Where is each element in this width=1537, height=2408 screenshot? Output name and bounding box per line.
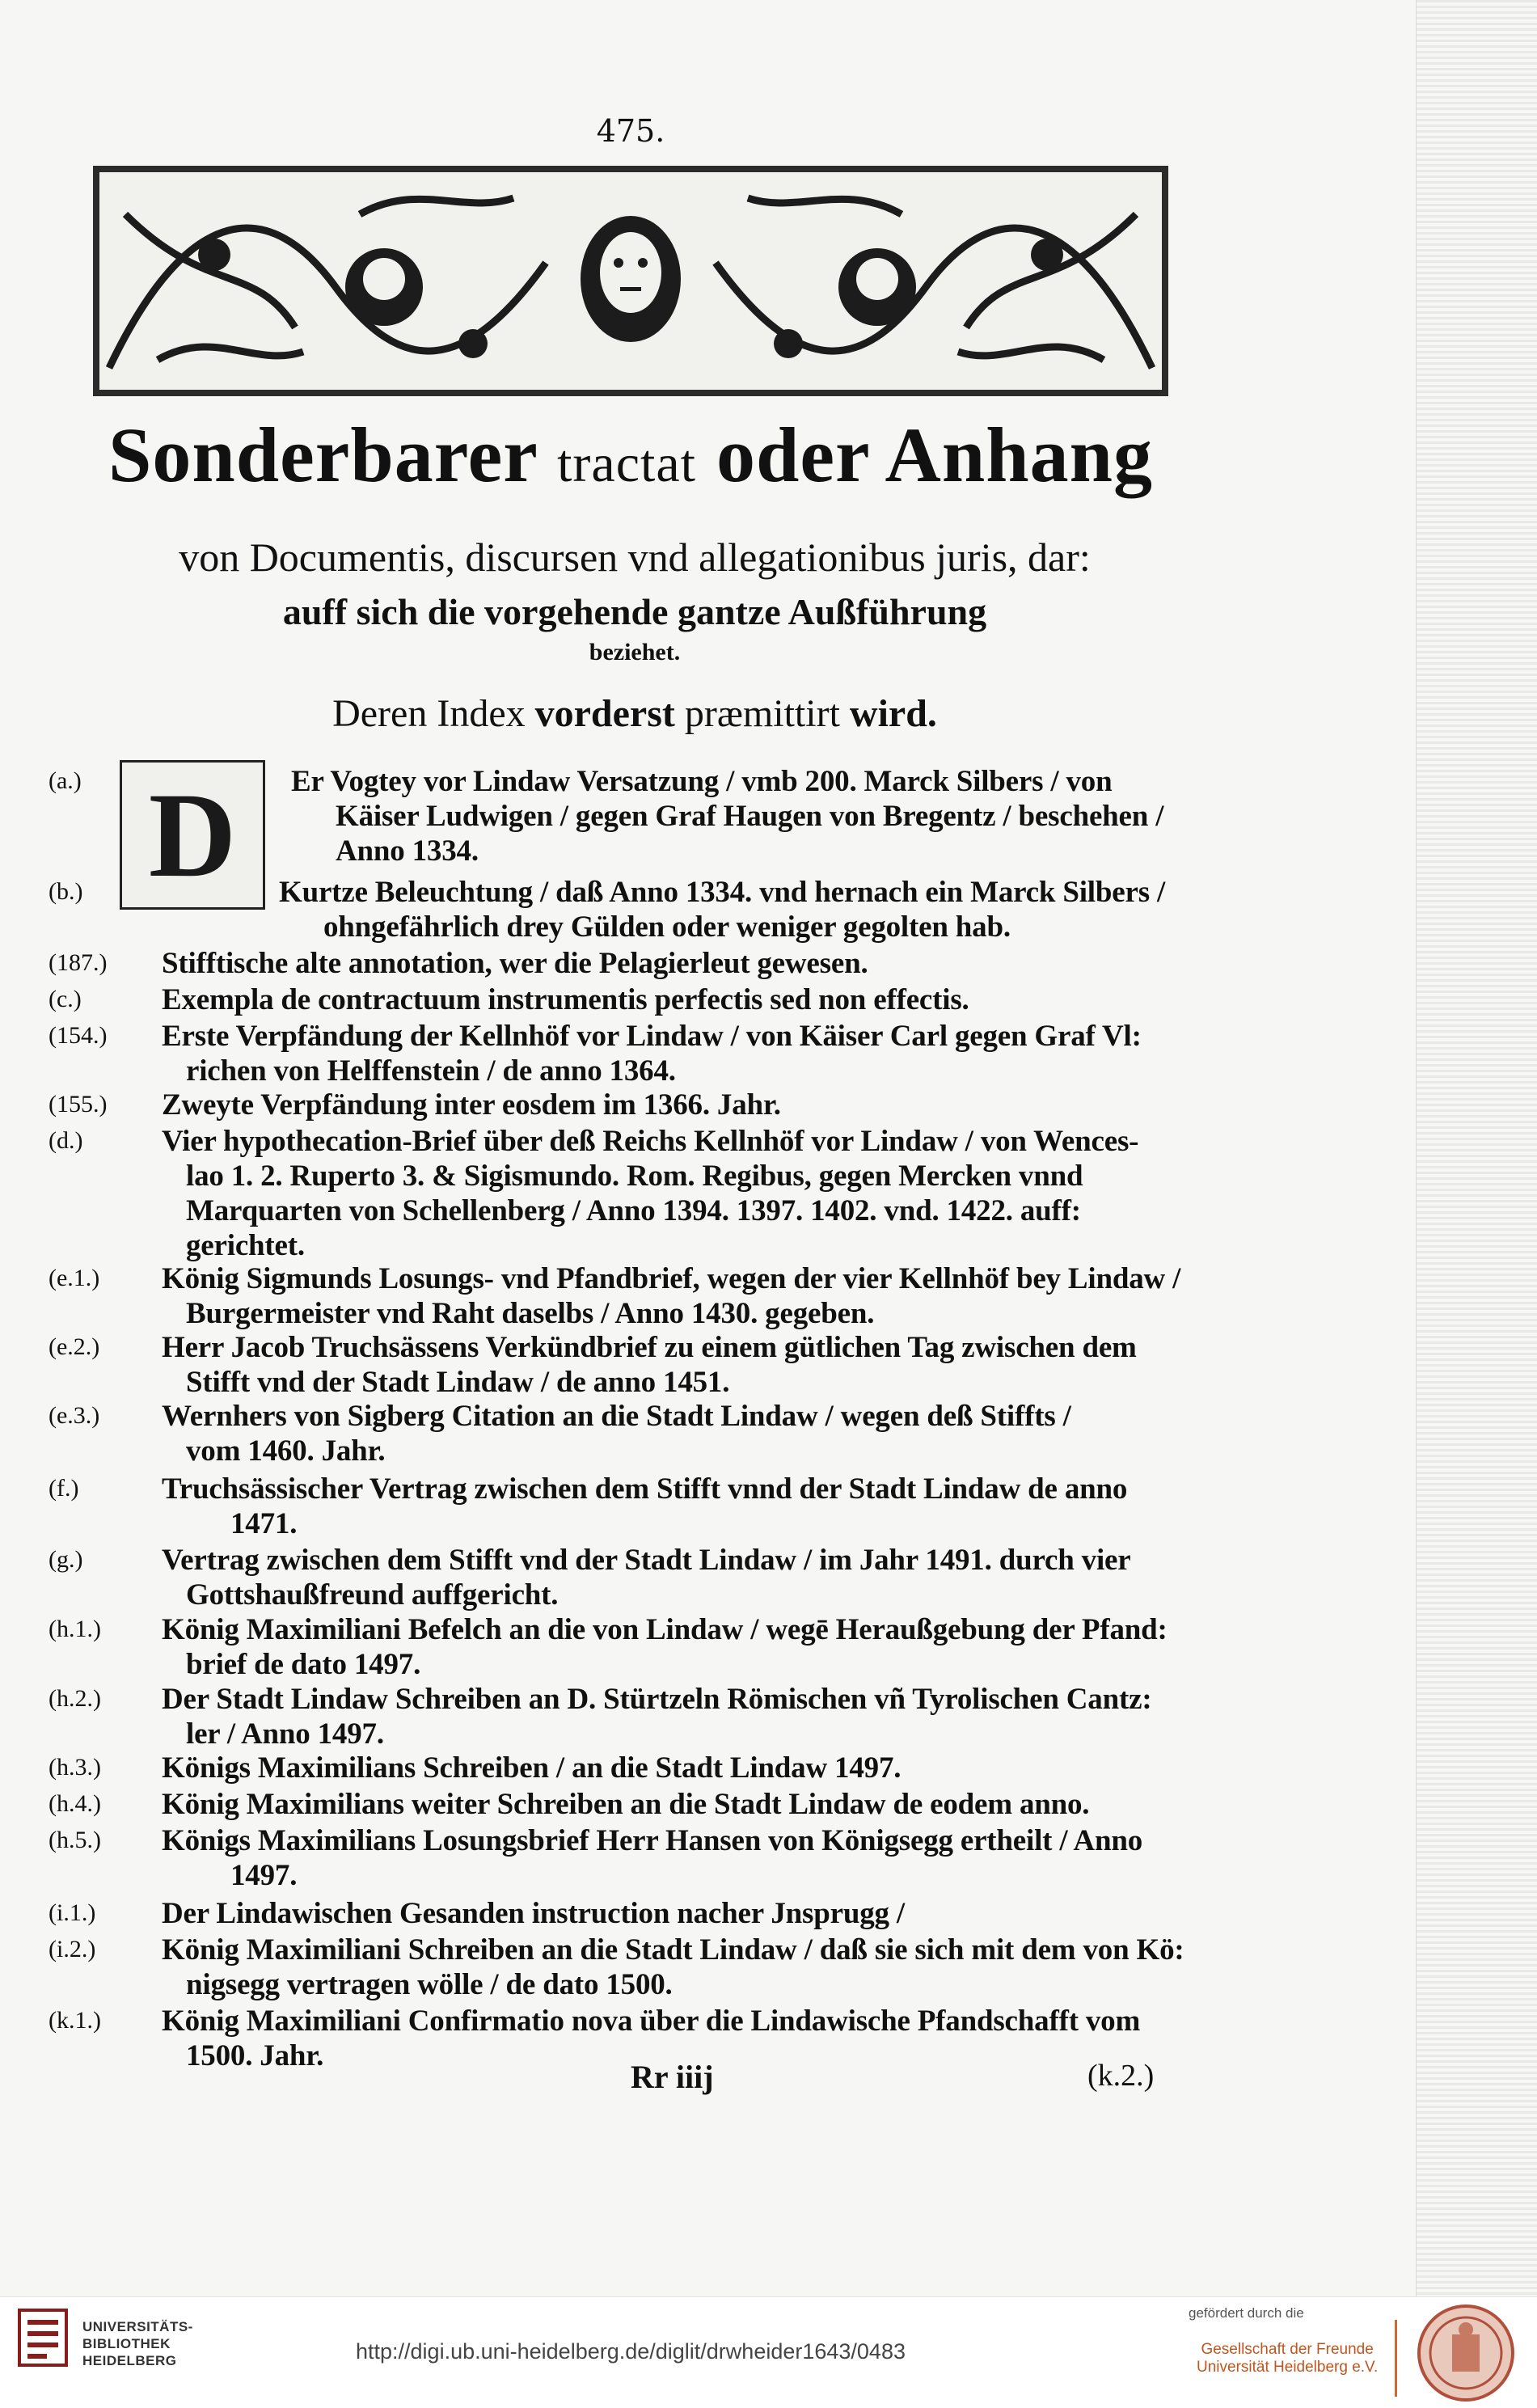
index-entry-mark: (c.) <box>49 986 82 1012</box>
index-entry-line: Gottshaußfreund auffgericht. <box>186 1578 559 1612</box>
index-entry-mark: (e.3.) <box>49 1402 100 1429</box>
index-entry-line: Marquarten von Schellenberg / Anno 1394. 1397. 1402. vnd. 1422. auff: <box>186 1194 1081 1227</box>
index-entry-line: Stifftische alte annotation, wer die Pelagierleut gewesen. <box>162 947 868 980</box>
library-name-line-1: UNIVERSITÄTS- <box>82 2319 193 2334</box>
index-entry-mark: (b.) <box>49 878 83 905</box>
index-heading-part-1: Deren Index <box>332 692 526 735</box>
sponsor-name <box>1197 2341 1378 2376</box>
footer-bar <box>0 2296 1537 2408</box>
sponsor-name-line-2: Universität Heidelberg e.V. <box>1197 2359 1379 2376</box>
title-word-3: oder Anhang <box>716 412 1154 498</box>
index-entry-line: 1500. Jahr. <box>186 2039 324 2072</box>
index-entry-mark: (f.) <box>49 1475 79 1502</box>
library-name-line-3: HEIDELBERG <box>82 2353 177 2368</box>
index-entry-line: König Maximilians weiter Schreiben an die Stadt Lindaw de eodem anno. <box>162 1788 1090 1821</box>
index-entry-mark: (h.5.) <box>49 1827 101 1853</box>
index-entry-mark: (g.) <box>49 1546 83 1573</box>
index-entry-line: Er Vogtey vor Lindaw Versatzung / vmb 200. Marck Silbers / von <box>291 765 1113 798</box>
index-entry-mark: (k.1.) <box>49 2007 101 2034</box>
index-heading-part-2: vorderst <box>534 692 675 735</box>
index-entry-line: Käiser Ludwigen / gegen Graf Haugen von Bregentz / beschehen / <box>336 800 1164 833</box>
index-entry-mark: (h.3.) <box>49 1754 101 1781</box>
index-heading-part-4: wird. <box>849 692 937 735</box>
title-word-2: tractat <box>557 434 696 493</box>
index-entry-line: gerichtet. <box>186 1229 305 1262</box>
index-entry-line: Königs Maximilians Losungsbrief Herr Hansen von Königsegg ertheilt / Anno <box>162 1824 1143 1857</box>
signature-mark: Rr iiij <box>631 2059 714 2095</box>
index-entry-mark: (h.4.) <box>49 1790 101 1817</box>
index-entry-mark: (187.) <box>49 949 108 976</box>
index-entry-line: Königs Maximilians Schreiben / an die Stadt Lindaw 1497. <box>162 1751 902 1785</box>
index-entry-mark: (d.) <box>49 1127 83 1154</box>
initial-letter: D <box>148 768 237 902</box>
index-entry-mark: (h.1.) <box>49 1616 101 1642</box>
sponsor-name-line-1: Gesellschaft der Freunde <box>1201 2341 1374 2358</box>
index-entry-mark: (i.2.) <box>49 1936 96 1962</box>
index-entry-line: Zweyte Verpfändung inter eosdem im 1366. Jahr. <box>162 1088 781 1122</box>
index-entry-line: vom 1460. Jahr. <box>186 1434 386 1468</box>
index-entry-line: nigsegg vertragen wölle / de dato 1500. <box>186 1968 673 2001</box>
index-entry-line: König Sigmunds Losungs- vnd Pfandbrief, wegen der vier Kellnhöf bey Lindaw / <box>162 1262 1181 1295</box>
library-name <box>82 2318 193 2369</box>
index-entry-line: ler / Anno 1497. <box>186 1717 384 1751</box>
sponsor-divider <box>1395 2320 1397 2397</box>
page-number: 475. <box>596 113 665 149</box>
index-entry-line: König Maximiliani Schreiben an die Stadt Lindaw / daß sie sich mit dem von Kö: <box>162 1933 1184 1967</box>
index-entry-mark: (h.2.) <box>49 1685 101 1712</box>
index-entry-line: ohngefährlich drey Gülden oder weniger gegolten hab. <box>323 910 1011 944</box>
index-entry-line: brief de dato 1497. <box>186 1648 421 1681</box>
university-seal-icon <box>1415 2302 1517 2404</box>
index-entry-line: Kurtze Beleuchtung / daß Anno 1334. vnd hernach ein Marck Silbers / <box>279 876 1166 909</box>
index-entry-line: Vier hypothecation-Brief über deß Reichs Kellnhöf vor Lindaw / von Wences- <box>162 1125 1139 1158</box>
index-entry-line: 1471. <box>230 1507 298 1540</box>
index-entry-mark: (155.) <box>49 1091 108 1117</box>
university-library-logo-icon <box>16 2305 70 2370</box>
index-entry-line: Burgermeister vnd Raht daselbs / Anno 1430. gegeben. <box>186 1297 875 1330</box>
index-entry-line: richen von Helffenstein / de anno 1364. <box>186 1054 676 1088</box>
subtitle-line-1: von Documentis, discursen vnd allegationibus juris, dar: <box>179 534 1091 580</box>
index-entry-line: Der Stadt Lindaw Schreiben an D. Stürtzeln Römischen vñ Tyrolischen Cantz: <box>162 1683 1152 1716</box>
source-url-link[interactable]: http://digi.ub.uni-heidelberg.de/diglit/drwheider1643/0483 <box>356 2339 906 2364</box>
index-entry-line: lao 1. 2. Ruperto 3. & Sigismundo. Rom. Regibus, gegen Mercken vnnd <box>186 1160 1083 1193</box>
index-entry-mark: (a.) <box>49 767 82 794</box>
index-entry-mark: (i.1.) <box>49 1899 96 1926</box>
index-entry-mark: (e.2.) <box>49 1333 100 1360</box>
index-entry-line: Erste Verpfändung der Kellnhöf vor Lindaw / von Käiser Carl gegen Graf Vl: <box>162 1020 1142 1053</box>
index-entry-line: Wernhers von Sigberg Citation an die Stadt Lindaw / wegen deß Stiffts / <box>162 1400 1071 1433</box>
catchword: (k.2.) <box>1087 2059 1155 2093</box>
index-entry-line: 1497. <box>230 1859 298 1892</box>
index-entry-line: Anno 1334. <box>336 834 479 868</box>
index-entry-line: Exempla de contractuum instrumentis perfectis sed non effectis. <box>162 983 969 1016</box>
index-entry-line: König Maximiliani Confirmatio nova über die Lindawische Pfandschafft vom <box>162 2005 1141 2038</box>
library-name-line-2: BIBLIOTHEK <box>82 2336 171 2351</box>
index-entry-mark: (e.1.) <box>49 1265 100 1291</box>
subtitle-line-2: auff sich die vorgehende gantze Außführung <box>282 591 987 632</box>
index-entry-line: König Maximiliani Befelch an die von Lindaw / wegē Heraußgebung der Pfand: <box>162 1613 1168 1646</box>
index-entry-line: Herr Jacob Truchsässens Verkündbrief zu einem gütlichen Tag zwischen dem <box>162 1331 1137 1364</box>
index-entry-mark: (154.) <box>49 1022 108 1049</box>
title-word-1: Sonderbarer <box>108 412 538 498</box>
index-entry-line: Vertrag zwischen dem Stifft vnd der Stadt Lindaw / im Jahr 1491. durch vier <box>162 1544 1131 1577</box>
subtitle-line-3: beziehet. <box>589 639 681 665</box>
index-entry-line: Stifft vnd der Stadt Lindaw / de anno 1451. <box>186 1366 730 1399</box>
index-heading-part-3: præmittirt <box>684 692 840 735</box>
index-entry-line: Der Lindawischen Gesanden instruction nacher Jnsprugg / <box>162 1897 905 1930</box>
sponsor-label: gefördert durch die <box>1189 2305 1304 2321</box>
index-entry-line: Truchsässischer Vertrag zwischen dem Stifft vnnd der Stadt Lindaw de anno <box>162 1472 1128 1506</box>
